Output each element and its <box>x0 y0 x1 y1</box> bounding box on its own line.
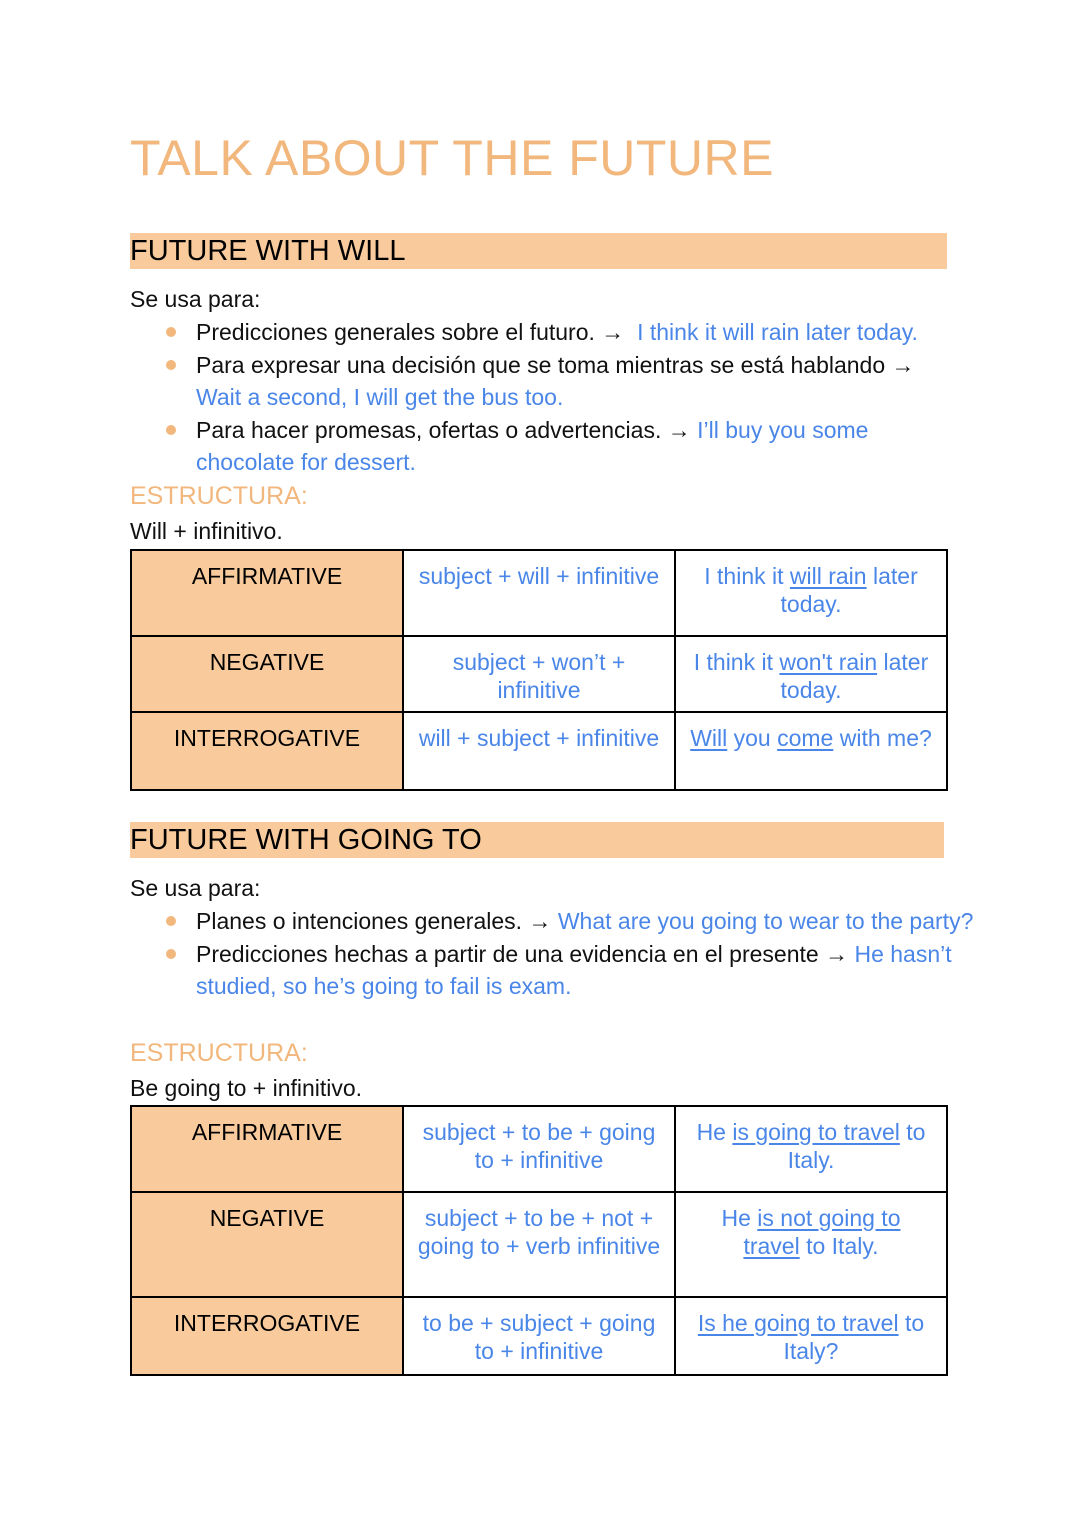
table-row <box>131 712 947 790</box>
use-example: I think it will rain later today. <box>637 319 918 345</box>
example-cell <box>675 1297 947 1375</box>
underlined-verb: won't rain <box>779 649 878 675</box>
example-text: to Italy. <box>787 1119 926 1173</box>
structure-cell: subject + will + infinitive <box>403 550 675 636</box>
structure-label: ESTRUCTURA: <box>130 1039 308 1067</box>
form-label-cell: AFFIRMATIVE <box>131 550 403 636</box>
example-text: to Italy. <box>799 1233 879 1259</box>
list-item <box>130 905 996 938</box>
list-item <box>130 349 960 414</box>
list-item <box>130 316 960 349</box>
structure-cell: subject + won’t + infinitive <box>403 636 675 712</box>
example-text: to Italy? <box>783 1310 925 1364</box>
example-text: with me? <box>833 725 932 751</box>
section-header-going-to: FUTURE WITH GOING TO <box>130 822 944 858</box>
list-item <box>130 938 976 1003</box>
example-cell <box>675 1106 947 1192</box>
example-text: I think it <box>704 563 790 589</box>
use-text: Para expresar una decisión que se toma mientras se está hablando → <box>196 351 915 378</box>
form-label-cell: NEGATIVE <box>131 636 403 712</box>
uses-list-going-to <box>130 905 974 1003</box>
underlined-verb: is not going to travel <box>743 1205 901 1259</box>
section-intro: Se usa para: <box>130 875 261 901</box>
use-example: What are you going to wear to the party? <box>557 908 974 934</box>
use-text: Predicciones hechas a partir de una evidencia en el presente → <box>196 940 849 967</box>
structure-formula: Will + infinitivo. <box>130 518 283 544</box>
bullet-icon <box>166 949 176 959</box>
form-label-cell: AFFIRMATIVE <box>131 1106 403 1192</box>
use-text: Planes o intenciones generales. → <box>196 908 552 934</box>
structure-formula: Be going to + infinitivo. <box>130 1075 363 1101</box>
section-header-will: FUTURE WITH WILL <box>130 233 947 269</box>
example-text: later today. <box>780 649 929 703</box>
table-row <box>131 636 947 712</box>
table-row <box>131 1106 947 1192</box>
bullet-icon <box>166 360 176 370</box>
table-row <box>131 1297 947 1375</box>
use-example: I’ll buy you some chocolate for dessert. <box>196 416 869 475</box>
example-cell <box>675 636 947 712</box>
table-row <box>131 1192 947 1297</box>
grammar-table-will <box>130 549 948 791</box>
example-text: He <box>696 1119 733 1145</box>
uses-list-will <box>130 316 960 479</box>
table-row <box>131 550 947 636</box>
section-intro: Se usa para: <box>130 286 261 312</box>
example-cell <box>675 1192 947 1297</box>
underlined-verb: is going to travel <box>732 1119 900 1145</box>
structure-cell: to be + subject + going to + infinitive <box>403 1297 675 1375</box>
structure-cell: subject + to be + going to + infinitive <box>403 1106 675 1192</box>
grammar-table-going-to <box>130 1105 948 1376</box>
use-text: Para hacer promesas, ofertas o advertencias. → <box>196 416 691 443</box>
structure-cell: subject + to be + not + going to + verb infinitive <box>403 1192 675 1297</box>
page-title: TALK ABOUT THE FUTURE <box>130 130 774 186</box>
bullet-icon <box>166 327 176 337</box>
example-cell <box>675 550 947 636</box>
use-example: He hasn’t studied, so he’s going to fail is exam. <box>196 940 952 999</box>
underlined-verb: come <box>777 725 834 751</box>
bullet-icon <box>166 916 176 926</box>
underlined-verb: Will <box>690 725 728 751</box>
use-text: Predicciones generales sobre el futuro. → <box>196 319 625 345</box>
form-label-cell: INTERROGATIVE <box>131 1297 403 1375</box>
example-text: I think it <box>693 649 780 675</box>
example-text: you <box>727 725 778 751</box>
example-text: later today. <box>780 563 918 617</box>
structure-cell: will + subject + infinitive <box>403 712 675 790</box>
underlined-verb: will rain <box>789 563 867 589</box>
list-item <box>130 414 956 479</box>
form-label-cell: NEGATIVE <box>131 1192 403 1297</box>
use-example: Wait a second, I will get the bus too. <box>196 384 564 410</box>
underlined-verb: Is he going to travel <box>697 1310 899 1336</box>
example-text: He <box>721 1205 758 1231</box>
bullet-icon <box>166 425 176 435</box>
example-cell <box>675 712 947 790</box>
form-label-cell: INTERROGATIVE <box>131 712 403 790</box>
structure-label: ESTRUCTURA: <box>130 482 308 510</box>
